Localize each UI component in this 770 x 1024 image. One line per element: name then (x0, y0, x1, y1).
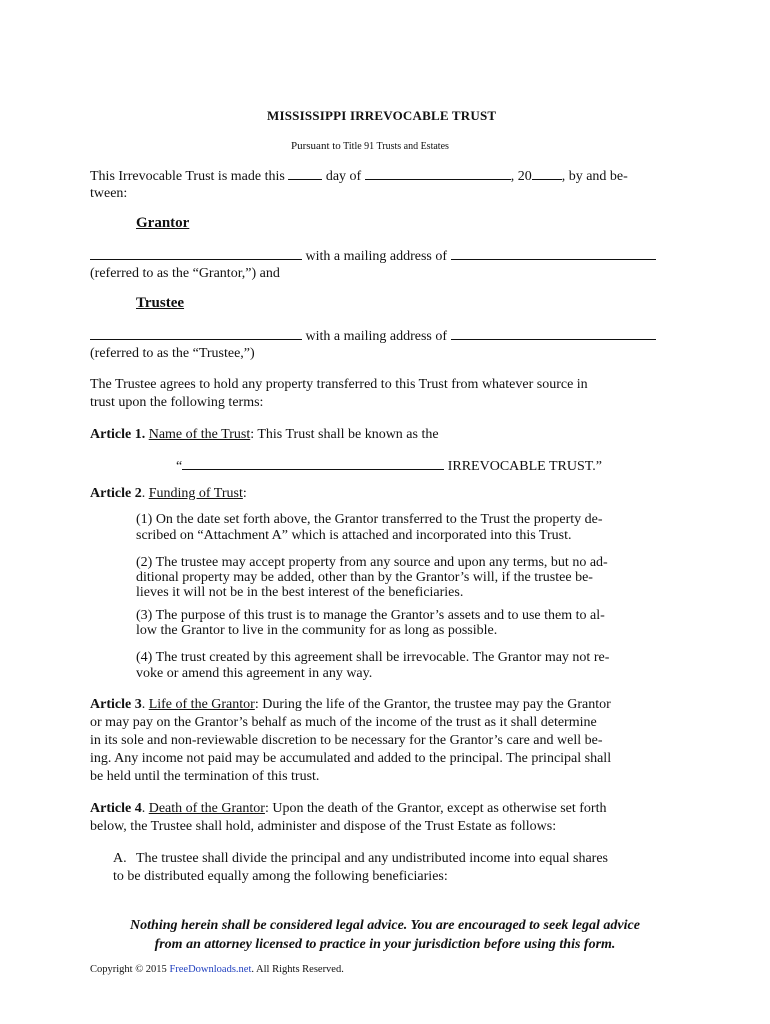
item-2-line-1: (2) The trustee may accept property from any source and upon any terms, but no ad- (136, 555, 608, 570)
item-1-line-2: scribed on “Attachment A” which is attached and incorporated into this Trust. (136, 528, 572, 543)
agreement-line-2: trust upon the following terms: (90, 395, 264, 410)
grantor-name-blank[interactable] (90, 247, 302, 260)
subtitle-statute-ref: Title 91 Trusts and Estates (343, 141, 449, 152)
trust-name-line (176, 457, 602, 476)
article-3-label: Article 3 (90, 697, 142, 712)
item-2-line-2: ditional property may be added, other than by the Grantor’s will, if the trustee be- (136, 570, 593, 585)
grantor-mailing-line (90, 247, 656, 266)
intro-text-2: day of (325, 169, 362, 184)
article-3-line-1 (90, 696, 690, 714)
article-4-item-a (136, 850, 696, 868)
grantor-mailing-label: with a mailing address of (305, 249, 448, 264)
trust-name-blank[interactable] (182, 457, 444, 470)
article-3 (90, 696, 690, 786)
item-4-line-1: (4) The trust created by this agreement shall be irrevocable. The Grantor may not re- (136, 650, 610, 665)
item-4-line-2: voke or amend this agreement in any way. (136, 666, 373, 681)
rights-text: . All Rights Reserved. (251, 964, 344, 975)
item-3-line-2: low the Grantor to live in the community for as long as possible. (136, 623, 498, 638)
grantor-address-blank[interactable] (451, 247, 656, 260)
article-3-line-2: or may pay on the Grantor’s behalf as much of the income of the trust as it shall determine (90, 715, 597, 730)
trustee-referred: (referred to as the “Trustee,”) (90, 346, 255, 361)
grantor-referred: (referred to as the “Grantor,”) and (90, 266, 280, 281)
article-2 (90, 485, 247, 503)
article-3-line-3: in its sole and non-reviewable discretion to be necessary for the Grantor’s care and well be- (90, 733, 603, 748)
trustee-heading: Trustee (136, 295, 185, 311)
article-4-label: Article 4 (90, 801, 142, 816)
item-1-line-1: (1) On the date set forth above, the Grantor transferred to the Trust the property de- (136, 512, 603, 527)
article-3-line-4: ing. Any income not paid may be accumulated and added to the principal. The principal shall (90, 751, 612, 766)
article-2-item-4 (136, 650, 686, 682)
article-2-dot: . (141, 486, 146, 501)
legal-notice-line-1: Nothing herein shall be considered legal advice. You are encouraged to seek legal advice (130, 918, 640, 933)
article-4-dot: . (141, 801, 146, 816)
trustee-name-blank[interactable] (90, 327, 302, 340)
agreement-line-1: The Trustee agrees to hold any property transferred to this Trust from whatever source in (90, 377, 588, 392)
freedownloads-link[interactable]: FreeDownloads.net (169, 964, 252, 975)
article-2-item-1 (136, 512, 686, 544)
intro-line-1 (90, 167, 628, 186)
agreement-paragraph (90, 376, 690, 412)
article-4-item-a-marker: A. (113, 851, 127, 866)
article-2-label: Article 2 (90, 486, 142, 501)
legal-notice (90, 916, 680, 954)
intro-text-3: , 20 (510, 169, 532, 184)
article-1-label: Article 1. (90, 427, 146, 442)
item-3-line-1: (3) The purpose of this trust is to manage the Grantor’s assets and to use them to al- (136, 608, 605, 623)
page-title: MISSISSIPPI IRREVOCABLE TRUST (267, 108, 497, 123)
trustee-mailing-label: with a mailing address of (305, 329, 448, 344)
item-2-line-3: lieves it will not be in the best interest of the beneficiaries. (136, 585, 464, 600)
legal-notice-line-2: from an attorney licensed to practice in your jurisdiction before using this form. (154, 937, 616, 952)
page-subtitle (291, 140, 449, 152)
article-2-item-2 (136, 555, 686, 600)
article-4 (90, 800, 690, 836)
year-blank[interactable] (532, 167, 562, 180)
article-2-title: Funding of Trust (148, 486, 243, 501)
article-4-text-1: : Upon the death of the Grantor, except as otherwise set forth (264, 801, 607, 816)
article-3-line-5: be held until the termination of this trust. (90, 769, 320, 784)
article-1 (90, 426, 439, 444)
intro-line-2: tween: (90, 186, 128, 201)
item-a-line-2: to be distributed equally among the following beneficiaries: (113, 869, 448, 884)
article-3-text-1: : During the life of the Grantor, the trustee may pay the Grantor (254, 697, 611, 712)
day-blank[interactable] (288, 167, 322, 180)
article-1-text: : This Trust shall be known as the (250, 427, 439, 442)
trustee-address-blank[interactable] (451, 327, 656, 340)
grantor-heading: Grantor (136, 215, 190, 231)
copyright-text: Copyright © 2015 (90, 964, 167, 975)
article-3-dot: . (141, 697, 146, 712)
intro-text-4: , by and be- (561, 169, 628, 184)
item-a-line-1: The trustee shall divide the principal and any undistributed income into equal shares (136, 851, 608, 866)
trust-name-quote: “ (176, 459, 183, 474)
trust-name-suffix: IRREVOCABLE TRUST.” (447, 459, 602, 474)
article-4-line-2: below, the Trustee shall hold, administer and dispose of the Trust Estate as follows: (90, 819, 557, 834)
footer (90, 964, 344, 975)
trustee-mailing-line (90, 327, 656, 346)
article-3-title: Life of the Grantor (148, 697, 255, 712)
article-4-line-1 (90, 800, 690, 818)
article-1-title: Name of the Trust (148, 427, 251, 442)
article-2-item-3 (136, 608, 686, 638)
subtitle-prefix: Pursuant to (291, 140, 341, 152)
article-4-title: Death of the Grantor (148, 801, 265, 816)
intro-text-1: This Irrevocable Trust is made this (90, 169, 285, 184)
month-blank[interactable] (365, 167, 511, 180)
article-2-colon: : (242, 486, 247, 501)
